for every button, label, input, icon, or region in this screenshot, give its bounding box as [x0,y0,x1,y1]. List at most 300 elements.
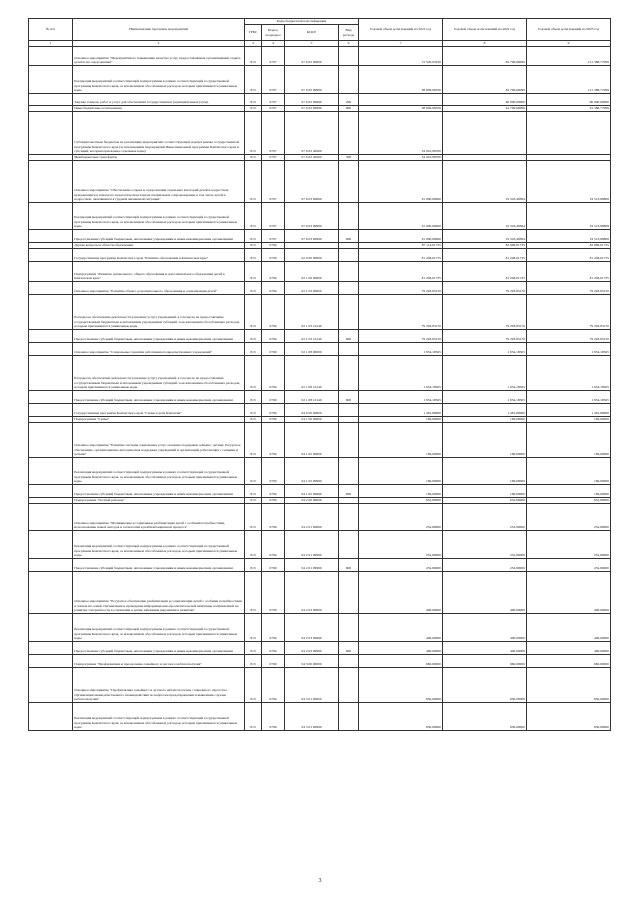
cell-year-2023: 1 954,18565 [527,356,611,391]
cell-year-2023: 1 481,80000 [527,404,611,417]
cell-name: Предоставление субсидий бюджетным, автономным учреждениям и иным некоммерческим организациям [73,230,245,243]
cell-year-2021: 252,80000 [359,531,443,559]
cell-razdel: 0709 [262,356,285,391]
cell-year-2022: 660,00000 [443,655,527,668]
cell-year-2021: 169,00000 [359,417,443,423]
cell-kvr [339,655,359,668]
cell-kcsr: 04 3 01 09990 [285,703,339,731]
cell-year-2022: 60 000,00000 [443,94,527,106]
cell-kcsr: 07 6 02 09990 [285,106,339,112]
column-index: 4 [262,41,285,47]
cell-year-2021: 169,00000 [359,423,443,458]
cell-razdel: 0709 [262,485,285,498]
table-row [29,404,611,417]
cell-kvr [339,458,359,485]
cell-razdel: 0709 [262,458,285,485]
cell-year-2022: 82 609,01735 [443,243,527,249]
cell-razdel: 0709 [262,295,285,330]
cell-name: Основное мероприятие "Ресурсное обеспечение реабилитации и социализации детей с особыми потребностями и членов их семей. Организация и проведение информационно-просветительской кампании, направленной на развитие толерантности в отношении к детям, имеющим нарушения в развитии" [73,572,245,614]
cell-year-2022: 1 954,18565 [443,343,527,356]
cell-num [29,66,73,94]
cell-num [29,391,73,404]
cell-kcsr: 02 1 08 10140 [285,391,339,404]
cell-kvr [339,262,359,282]
cell-num [29,572,73,614]
table-row [29,282,611,295]
cell-kcsr: 02 1 03 00000 [285,282,339,295]
cell-kcsr: 04 1 02 09990 [285,485,339,498]
cell-grbs: 813 [245,343,262,356]
cell-kvr: 200 [339,94,359,106]
cell-name: Реализация мероприятий соответствующей подпрограммы в рамках соответствующей государственной программы Камчатского края, за исключением обособленных расходов, которым присваиваются уникальные коды [73,531,245,559]
cell-year-2022: 84 799,66099 [443,66,527,94]
cell-year-2023: 169,00000 [527,458,611,485]
cell-num [29,531,73,559]
cell-kvr [339,531,359,559]
cell-razdel: 0709 [262,343,285,356]
header-year-2021: Годовой объем ассигнований на 2021 год [359,19,443,41]
cell-year-2021: 25 000,00000 [359,203,443,230]
table-row [29,458,611,485]
cell-razdel: 0709 [262,655,285,668]
cell-num [29,703,73,731]
cell-year-2023: 400,00000 [527,614,611,642]
cell-year-2022: 169,00000 [443,417,527,423]
cell-grbs: 813 [245,642,262,655]
cell-year-2021: 79 293,83170 [359,282,443,295]
cell-year-2023: 82 869,01735 [527,243,611,249]
cell-year-2022: 81 248,01735 [443,249,527,262]
table-row [29,614,611,642]
cell-name: Предоставление субсидий бюджетным, автономным учреждениям и иным некоммерческим организациям [73,391,245,404]
cell-razdel: 0709 [262,423,285,458]
cell-name: Реализация мероприятий соответствующей подпрограммы в рамках соответствующей государственной программы Камчатского края, за исключением обособленных расходов, которым присваиваются уникальные коды [73,66,245,94]
cell-grbs: 813 [245,668,262,703]
cell-razdel: 0707 [262,161,285,203]
column-index: 9 [527,41,611,47]
cell-name: Основное мероприятие "Социальные гарантии работникам подведомственных учреждений" [73,343,245,356]
table-row [29,703,611,731]
cell-kcsr: 07 6 02 09990 [285,66,339,94]
table-row [29,572,611,614]
cell-grbs: 813 [245,423,262,458]
cell-kcsr: 07 6 03 09990 [285,230,339,243]
cell-year-2023: 151 388,77099 [527,47,611,66]
cell-year-2021: 400,00000 [359,572,443,614]
cell-kvr: 500 [339,155,359,161]
table-header [29,19,611,47]
table-row [29,559,611,572]
header-grbs: ГРБС [245,25,262,41]
cell-grbs: 813 [245,703,262,731]
cell-year-2021: 81 248,01735 [359,262,443,282]
table-row [29,203,611,230]
cell-year-2023: 252,80000 [527,559,611,572]
table-row [29,531,611,559]
cell-name: Предоставление субсидий бюджетным, автономным учреждениям и иным некоммерческим организациям [73,559,245,572]
table-row [29,668,611,703]
cell-grbs: 813 [245,295,262,330]
cell-num [29,330,73,343]
table-row [29,230,611,243]
cell-year-2022: 630,00000 [443,668,527,703]
cell-name: Закупка товаров, работ и услуг для обеспечения государственных (муниципальных) нужд [73,94,245,106]
cell-year-2023: 19 513,80808 [527,203,611,230]
cell-grbs: 813 [245,47,262,66]
cell-razdel: 0709 [262,614,285,642]
column-index: 5 [285,41,339,47]
header-kcsr: КЦСР [285,25,339,41]
cell-name: Расходы на обеспечение деятельности (оказание услуг) учреждений, в том числе на предоставление государственным бюджетным и автономным учреждениям субсидий, за исключением обособленных расходов, которым присваиваются уникальные коды [73,295,245,330]
cell-razdel: 0709 [262,531,285,559]
cell-grbs: 813 [245,404,262,417]
cell-num [29,404,73,417]
cell-year-2023: 169,00000 [527,423,611,458]
header-name: Наименование программ, мероприятий [73,19,245,41]
cell-year-2022: 169,00000 [443,423,527,458]
cell-kcsr: 04 2 03 00000 [285,572,339,614]
cell-name: Предоставление субсидий бюджетным, автономным учреждениям и иным некоммерческим организациям [73,485,245,498]
cell-razdel: 0707 [262,66,285,94]
cell-kvr: 600 [339,391,359,404]
cell-kcsr: 02 1 08 00000 [285,343,339,356]
cell-kcsr: 07 6 02 09990 [285,94,339,106]
cell-num [29,112,73,155]
cell-kvr [339,203,359,230]
table-row [29,66,611,94]
table-row [29,112,611,155]
cell-razdel: 0709 [262,642,285,655]
cell-name: Государственная программа Камчатского края "Семья и дети Камчатки" [73,404,245,417]
cell-razdel: 0709 [262,668,285,703]
cell-name: Межбюджетные трансферты [73,155,245,161]
table-row [29,330,611,343]
cell-num [29,668,73,703]
cell-kvr [339,423,359,458]
cell-razdel: 0709 [262,330,285,343]
cell-name: Реализация мероприятий соответствующей подпрограммы в рамках соответствующей государственной программы Камчатского края, за исключением обособленных расходов, которым присваиваются уникальные коды [73,703,245,731]
cell-name: Подпрограмма "Семья" [73,417,245,423]
cell-year-2022: 252,80000 [443,559,527,572]
cell-name: Основное мероприятие "Обеспечение отдыха и оздоровления отдельных категорий детей и подростков, нуждающихся в психолого-педагогическом и ином специальном сопровождении, в том числе детей и подростков, оказавшихся в трудной жизненной ситуации" [73,161,245,203]
column-index: 7 [359,41,443,47]
cell-year-2022: 1 954,18565 [443,391,527,404]
table-row [29,94,611,106]
cell-year-2023: 81 248,01735 [527,249,611,262]
cell-year-2021: 1 954,18565 [359,356,443,391]
cell-kcsr: 04 0 00 00000 [285,404,339,417]
cell-year-2022: 19 543,48384 [443,230,527,243]
cell-kcsr: 04 2 01 00000 [285,504,339,531]
cell-year-2021: 1 481,80000 [359,404,443,417]
cell-num [29,642,73,655]
cell-kvr [339,282,359,295]
table-row [29,423,611,458]
header-codes-group: Коды бюджетной классификации [245,19,359,25]
cell-year-2023: 79 293,83170 [527,295,611,330]
cell-grbs: 813 [245,572,262,614]
cell-year-2022: 252,80000 [443,531,527,559]
cell-year-2023: 400,00000 [527,642,611,655]
cell-num [29,47,73,66]
cell-year-2021: 169,00000 [359,485,443,498]
table-row [29,498,611,504]
cell-year-2021: 87 114,01735 [359,243,443,249]
cell-grbs: 813 [245,498,262,504]
cell-year-2022: 652,80000 [443,498,527,504]
cell-year-2021: 400,00000 [359,614,443,642]
cell-grbs: 813 [245,94,262,106]
cell-year-2021: 400,00000 [359,642,443,655]
cell-razdel: 0707 [262,106,285,112]
cell-grbs: 813 [245,356,262,391]
cell-year-2023: 151 388,77099 [527,66,611,94]
cell-year-2021: 79 293,83170 [359,330,443,343]
cell-kvr [339,249,359,262]
cell-year-2023: 630,00000 [527,668,611,703]
cell-year-2021: 38 609,96556 [359,66,443,94]
cell-year-2021: 34 910,98700 [359,155,443,161]
cell-year-2021: 81 248,01735 [359,249,443,262]
cell-num [29,249,73,262]
cell-razdel: 0709 [262,417,285,423]
cell-kvr [339,404,359,417]
cell-kvr: 600 [339,330,359,343]
cell-razdel: 0709 [262,504,285,531]
cell-year-2023: 19 513,80808 [527,161,611,203]
cell-year-2023: 630,00000 [527,703,611,731]
table-row [29,655,611,668]
cell-kcsr: 07 6 02 40260 [285,155,339,161]
cell-name: Подпрограмма "Особый ребенок" [73,498,245,504]
cell-grbs: 813 [245,559,262,572]
cell-grbs: 813 [245,262,262,282]
cell-grbs: 813 [245,485,262,498]
cell-grbs: 813 [245,391,262,404]
cell-razdel: 0709 [262,498,285,504]
cell-kcsr: 02 0 00 00000 [285,249,339,262]
cell-kvr [339,47,359,66]
cell-year-2021: 652,80000 [359,498,443,504]
cell-kvr [339,112,359,155]
cell-grbs: 813 [245,203,262,230]
cell-razdel: 0707 [262,94,285,106]
cell-year-2023: 1 954,18565 [527,391,611,404]
cell-num [29,161,73,203]
cell-year-2021: 252,80000 [359,504,443,531]
cell-name: Предоставление субсидий бюджетным, автономным учреждениям и иным некоммерческим организациям [73,330,245,343]
cell-grbs: 813 [245,155,262,161]
cell-year-2021: 169,00000 [359,458,443,485]
cell-year-2022: 81 248,01735 [443,262,527,282]
cell-name: Иные бюджетные ассигнования [73,106,245,112]
cell-kcsr: 04 2 01 09990 [285,531,339,559]
cell-year-2021: 38 609,96556 [359,106,443,112]
column-index: 8 [443,41,527,47]
cell-year-2022: 252,80000 [443,504,527,531]
cell-year-2021: 1 954,18565 [359,391,443,404]
cell-kvr [339,504,359,531]
cell-razdel: 0709 [262,404,285,417]
cell-year-2021: 1 954,18565 [359,343,443,356]
cell-year-2023: 660,00000 [527,655,611,668]
cell-year-2022 [443,112,527,155]
cell-year-2022: 169,00000 [443,485,527,498]
cell-year-2021: 34 910,98700 [359,112,443,155]
cell-year-2022: 1 481,80000 [443,404,527,417]
cell-kcsr: 04 2 01 09990 [285,559,339,572]
cell-year-2023: 400,00000 [527,572,611,614]
cell-year-2022: 79 293,83170 [443,295,527,330]
cell-year-2022: 19 543,48384 [443,203,527,230]
cell-year-2023: 252,80000 [527,504,611,531]
cell-kcsr: 07 6 03 00000 [285,161,339,203]
cell-num [29,203,73,230]
cell-name: Подпрограмма "Профилактика и преодоление семейного и детского неблагополучия" [73,655,245,668]
cell-razdel: 0709 [262,559,285,572]
cell-year-2023: 169,00000 [527,417,611,423]
cell-kcsr: 04 3 00 00000 [285,655,339,668]
cell-num [29,655,73,668]
cell-razdel: 0709 [262,262,285,282]
cell-kcsr: 04 3 01 00000 [285,668,339,703]
cell-year-2021: 25 000,00000 [359,230,443,243]
cell-kcsr: 07 6 03 09990 [285,203,339,230]
cell-num [29,262,73,282]
cell-kvr: 800 [339,106,359,112]
cell-razdel: 0709 [262,703,285,731]
cell-kvr [339,572,359,614]
table-row [29,161,611,203]
table-row [29,343,611,356]
cell-grbs: 813 [245,249,262,262]
cell-razdel: 0709 [262,249,285,262]
cell-num [29,485,73,498]
cell-razdel: 0707 [262,230,285,243]
cell-kvr: 600 [339,559,359,572]
cell-name: Подпрограмма "Развитие дошкольного, общего образования и дополнительного образования детей в Камчатском крае" [73,262,245,282]
cell-kvr: 600 [339,642,359,655]
cell-kvr [339,356,359,391]
cell-grbs: 813 [245,614,262,642]
cell-grbs: 813 [245,112,262,155]
cell-name: Основное мероприятие "Мероприятия по повышению качества услуг, предоставляемых организациями отдыха детей и их оздоровления" [73,47,245,66]
cell-name: Реализация мероприятий соответствующей подпрограммы в рамках соответствующей государственной программы Камчатского края, за исключением обособленных расходов, которым присваиваются уникальные коды [73,203,245,230]
cell-razdel: 0709 [262,391,285,404]
cell-razdel: 0709 [262,282,285,295]
cell-num [29,614,73,642]
cell-kcsr: 04 2 00 00000 [285,498,339,504]
cell-name: Реализация мероприятий соответствующей подпрограммы в рамках соответствующей государственной программы Камчатского края, за исключением обособленных расходов, которым присваиваются уникальные коды [73,458,245,485]
cell-kcsr: 04 1 02 09990 [285,458,339,485]
cell-year-2021: 630,00000 [359,668,443,703]
cell-year-2023: 652,80000 [527,498,611,504]
cell-name: Предоставление субсидий бюджетным, автономным учреждениям и иным некоммерческим организациям [73,642,245,655]
cell-year-2022: 400,00000 [443,614,527,642]
cell-year-2023: 90 000,00000 [527,94,611,106]
cell-grbs: 813 [245,504,262,531]
cell-razdel: 0707 [262,203,285,230]
cell-name: Основное мероприятие "Развитие системы социальных услуг, оказание поддержки семьям с детьми. Ресурсное обеспечение, организационно-методическая поддержка учреждений и организаций, работающих с семьями и детьми" [73,423,245,458]
cell-year-2021: 25 000,00000 [359,161,443,203]
cell-num [29,423,73,458]
cell-year-2023: 79 293,83170 [527,282,611,295]
table-row [29,504,611,531]
cell-kvr [339,161,359,203]
cell-kcsr: 02 1 00 00000 [285,262,339,282]
cell-name: Другие вопросы в области образования [73,243,245,249]
cell-year-2022: 400,00000 [443,572,527,614]
cell-year-2023: 1 954,18565 [527,343,611,356]
cell-kcsr: 04 1 02 00000 [285,423,339,458]
cell-year-2021: 252,80000 [359,559,443,572]
cell-year-2022: 630,00000 [443,703,527,731]
table-row [29,47,611,66]
cell-grbs: 813 [245,161,262,203]
cell-kcsr: 02 1 03 10140 [285,330,339,343]
cell-kcsr: 07 6 02 00000 [285,47,339,66]
header-kvr: Вид расхода [339,25,359,41]
cell-kcsr: 04 1 00 00000 [285,417,339,423]
cell-year-2023: 79 293,83170 [527,330,611,343]
cell-year-2022: 19 543,48384 [443,161,527,203]
cell-kvr [339,66,359,94]
cell-name: Основное мероприятие "Профилактика семейного и детского неблагополучия, социального сиротства. Организация межведомственного взаимодействия по вопросам предотвращения и выявления случаев неблагополучия" [73,668,245,703]
cell-name: Субсидия местным бюджетам на реализацию мероприятий соответствующей подпрограммы государственной программы Камчатского края (за исключением мероприятий Инвестиционной программы Камчатского края и субсидий, которым присвоены отдельные коды) [73,112,245,155]
cell-grbs: 813 [245,243,262,249]
cell-kvr [339,703,359,731]
header-razdel: Раздел, подраздел [262,25,285,41]
cell-num [29,458,73,485]
cell-kcsr: 04 2 03 09990 [285,614,339,642]
table-row [29,106,611,112]
cell-razdel: 0709 [262,572,285,614]
cell-year-2021: 72 520,95256 [359,47,443,66]
table-body [29,47,611,731]
cell-grbs: 813 [245,458,262,485]
cell-razdel: 0709 [262,243,285,249]
budget-table [28,18,611,731]
cell-num [29,230,73,243]
cell-num [29,295,73,330]
cell-num [29,343,73,356]
cell-grbs: 813 [245,417,262,423]
cell-year-2022: 1 954,18565 [443,356,527,391]
page-number: 3 [318,878,322,884]
cell-grbs: 813 [245,330,262,343]
cell-year-2022: 400,00000 [443,642,527,655]
header-year-2022: Годовой объем ассигнований на 2022 год [443,19,527,41]
cell-razdel: 0707 [262,112,285,155]
cell-name: Реализация мероприятий соответствующей подпрограммы в рамках соответствующей государственной программы Камчатского края, за исключением обособленных расходов, которым присваиваются уникальные коды [73,614,245,642]
cell-year-2022: 79 293,83170 [443,330,527,343]
cell-year-2022: 84 799,66099 [443,47,527,66]
table-row [29,249,611,262]
cell-kcsr: 04 2 03 09990 [285,642,339,655]
cell-year-2023: 81 248,01735 [527,262,611,282]
table-row [29,391,611,404]
cell-name: Государственная программа Камчатского края "Развитие образования в Камчатском крае" [73,249,245,262]
cell-num [29,94,73,106]
cell-name: Основное мероприятие "Медицинские и социальные реабилитация детей с особыми потребностями, использование новых методов и технологий в реабилитационном процессе" [73,504,245,531]
cell-kcsr: 02 1 08 10140 [285,356,339,391]
cell-num [29,282,73,295]
header-num: № п/п [29,19,73,41]
cell-kcsr: 02 1 03 10140 [285,295,339,330]
cell-grbs: 813 [245,66,262,94]
cell-year-2022: 79 293,83170 [443,282,527,295]
cell-year-2021 [359,94,443,106]
